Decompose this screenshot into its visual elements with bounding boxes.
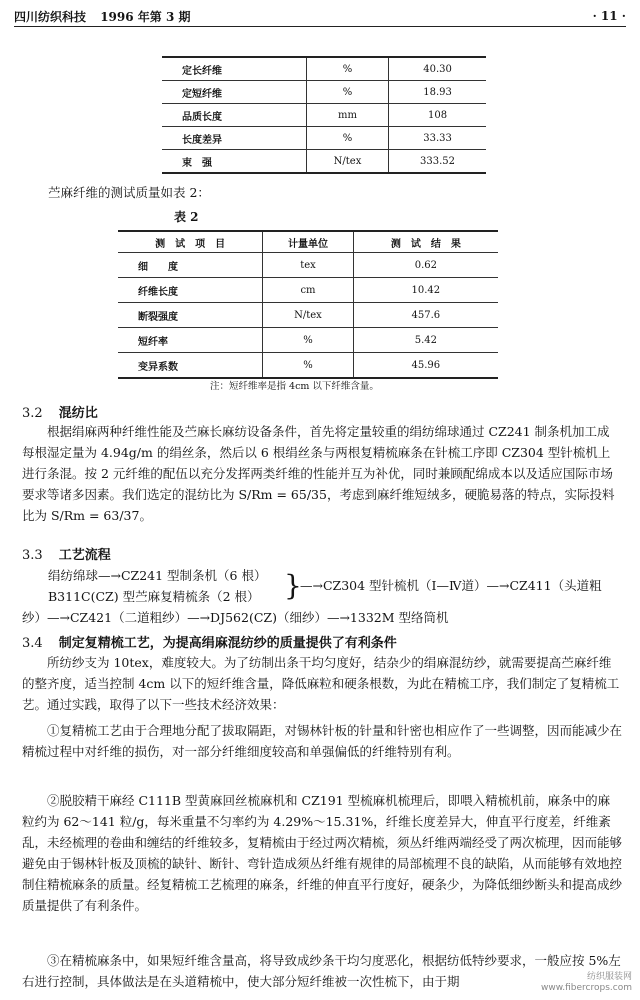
- table-cell-label: 变异系数: [118, 353, 263, 379]
- table-row: [118, 278, 498, 303]
- section-3-3-heading: [22, 544, 111, 563]
- table-cell-unit: %: [306, 127, 388, 150]
- table-cell-value: 40.30: [389, 57, 486, 81]
- section-3-2-heading: [22, 402, 98, 421]
- table-cell-unit: N/tex: [306, 150, 388, 174]
- section-3-4-para-1: 所纺纱支为 10tex，难度较大。为了纺制出条干均匀度好，结杂少的绢麻混纺纱，就需要提高苎麻纤维的整齐度，适当控制 4cm 以下的短纤维含量，降低麻粒和硬条根数，为此在精梳工序，我们制定了复精梳工艺。通过实践，取得了以下一些技术经济效果：: [22, 655, 620, 712]
- table-cell-unit: mm: [306, 104, 388, 127]
- flow-brace: }: [284, 569, 302, 602]
- header-left: [14, 8, 201, 25]
- table-cell-value: 333.52: [389, 150, 486, 174]
- table-1: [162, 56, 486, 174]
- table-cell-value: 457.6: [353, 303, 498, 328]
- table-cell-label: 短纤率: [118, 328, 263, 353]
- table-header-result: 测 试 结 果: [353, 231, 498, 253]
- flow-line-1: 绢纺绵球—→CZ241 型制条机（6 根）: [48, 568, 267, 583]
- table-cell-label: 品质长度: [162, 104, 306, 127]
- table-row: [118, 353, 498, 379]
- section-title: 工艺流程: [58, 548, 111, 563]
- section-title: 混纺比: [58, 406, 98, 421]
- table-row: [162, 127, 486, 150]
- flow-line-2: B311C(CZ) 型苎麻复精梳条（2 根）: [48, 589, 260, 604]
- watermark: [541, 972, 632, 994]
- table-cell-value: 18.93: [389, 81, 486, 104]
- table-cell-label: 断裂强度: [118, 303, 263, 328]
- section-3-4-para-4: ③在精梳麻条中，如果短纤维含量高，将导致成纱条干均匀度恶化，根据纺低特纱要求，一般应按 5%左右进行控制，具体做法是在头道精梳中，使大部分短纤维被一次性梳下，由于期: [22, 953, 621, 989]
- table-cell-value: 10.42: [353, 278, 498, 303]
- section-title: 制定复精梳工艺，为提高绢麻混纺纱的质量提供了有利条件: [58, 636, 397, 651]
- table-cell-value: 45.96: [353, 353, 498, 379]
- section-3-4-para-2: ①复精梳工艺由于合理地分配了拔取隔距，对锡林针板的针量和针密也相应作了一些调整，因而能减少在精梳过程中对纤维的损伤，对一部分纤维细度较高和单强偏低的纤维特别有利。: [22, 723, 623, 759]
- journal-name: 四川纺织科技: [14, 9, 87, 24]
- table-cell-label: 细 度: [118, 253, 263, 278]
- table-cell-value: 5.42: [353, 328, 498, 353]
- table-header-row: [118, 231, 498, 253]
- table-2-title: 表 2: [174, 210, 199, 224]
- table-row: [162, 57, 486, 81]
- section-number: 3.2: [22, 406, 43, 421]
- section-number: 3.3: [22, 548, 43, 563]
- table-row: [118, 328, 498, 353]
- page-number: · 11 ·: [592, 9, 626, 23]
- table-cell-unit: %: [306, 81, 388, 104]
- table-cell-label: 束 强: [162, 150, 306, 174]
- table-row: [118, 303, 498, 328]
- table-header-item: 测 试 项 目: [118, 231, 263, 253]
- table-2: [118, 230, 498, 379]
- table-cell-label: 纤维长度: [118, 278, 263, 303]
- table-header-unit: 计量单位: [263, 231, 353, 253]
- table-cell-unit: tex: [263, 253, 353, 278]
- table-cell-value: 33.33: [389, 127, 486, 150]
- section-3-4-heading: [22, 632, 397, 651]
- table-2-note: 注：短纤维率是指 4cm 以下纤维含量。: [210, 381, 379, 392]
- section-3-2-body: 根据绢麻两种纤维性能及苎麻长麻纺设备条件，首先将定量较重的绢纺绵球通过 CZ241 制条机加工成每根湿定量为 4.94g/m 的绢丝条，然后以 6 根绢丝条与两根复精梳麻条在针梳工序即 CZ304 型针梳机上进行条混。按 2 元纤维的配伍以充分发挥两类纤维的性能并互为补优，同时兼顾配绵成本以及适应国际市场要求等诸多因素。我们选定的混纺比为 S/Rm = 65/35，考虑到麻纤维短绒多，硬脆易落的特点，实际投料比为 S/Rm = 63/37。: [22, 424, 615, 523]
- flow-line-3: 纱）—→CZ421（二道粗纱）—→DJ562(CZ)（细纱）—→1332M 型络筒机: [22, 610, 449, 625]
- table-cell-label: 长度差异: [162, 127, 306, 150]
- table-cell-unit: N/tex: [263, 303, 353, 328]
- table-cell-unit: %: [306, 57, 388, 81]
- section-3-4-para-3: ②脱胶精干麻经 C111B 型黄麻回丝梳麻机和 CZ191 型梳麻机梳理后，即喂入精梳机前，麻条中的麻粒约为 62～141 粒/g，每米重量不匀率约为 4.29%～15.31%，纤维长度差异大，伸直平行度差，纤维紊乱，未经梳理的卷曲和缠结的纤维较多，复精梳由于经过两次精梳，须丛纤维两端经受了两次梳理，因而能够避免由于锡林针板及顶梳的缺针、断针、弯针造成须丛纤维有规律的局部梳理不良的缺陷，从而能够有效地控制住精梳麻条的质量。经复精梳工艺梳理的麻条，纤维的伸直平行度好，硬条少，为降低细纱断头和提高成纱质量提供了有利条件。: [22, 793, 623, 913]
- table-cell-label: 定长纤维: [162, 57, 306, 81]
- section-number: 3.4: [22, 636, 43, 651]
- table-row: [162, 81, 486, 104]
- table-cell-label: 定短纤维: [162, 81, 306, 104]
- flow-line-mid: —→CZ304 型针梳机（Ⅰ—Ⅳ道）—→CZ411（头道粗: [300, 578, 602, 593]
- table-row: [162, 150, 486, 174]
- intro-text: 苎麻纤维的测试质量如表 2：: [48, 185, 210, 200]
- table-cell-value: 108: [389, 104, 486, 127]
- table-row: [118, 253, 498, 278]
- watermark-line-1: 纺织服装网: [586, 972, 632, 982]
- table-row: [162, 104, 486, 127]
- table-cell-unit: %: [263, 353, 353, 379]
- table-cell-value: 0.62: [353, 253, 498, 278]
- table-cell-unit: cm: [263, 278, 353, 303]
- table-cell-unit: %: [263, 328, 353, 353]
- issue-label: 1996 年第 3 期: [100, 9, 191, 24]
- watermark-line-2: www.fibercrops.com: [541, 983, 632, 993]
- page-header: [14, 6, 626, 27]
